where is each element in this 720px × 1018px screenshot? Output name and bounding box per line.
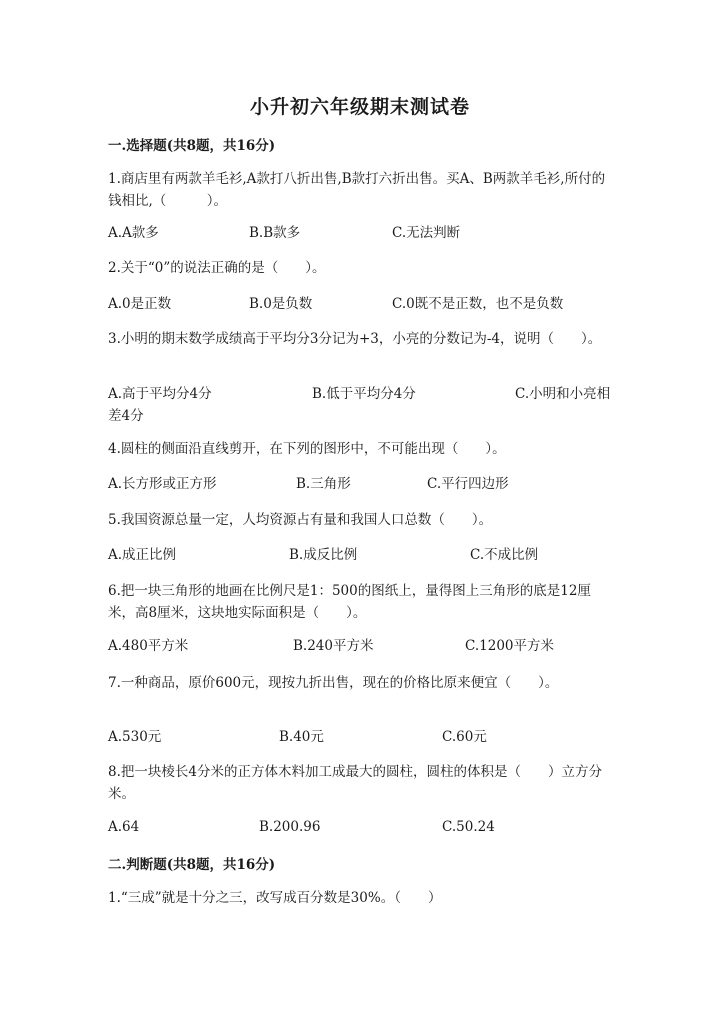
option-5c[interactable]: C.不成比例 xyxy=(470,547,539,563)
judgement-question-1: 1.“三成”就是十分之三，改写成百分数是30%。（ ） xyxy=(108,890,442,906)
option-1a[interactable]: A.A款多 xyxy=(108,225,159,241)
question-7: 7.一种商品，原价600元，现按九折出售，现在的价格比原来便宜（ ）。 xyxy=(108,675,559,691)
option-2c[interactable]: C.0既不是正数，也不是负数 xyxy=(392,296,564,312)
option-7a[interactable]: A.530元 xyxy=(108,729,162,745)
option-7c[interactable]: C.60元 xyxy=(442,729,487,745)
option-4b[interactable]: B.三角形 xyxy=(296,476,351,492)
option-4a[interactable]: A.长方形或正方形 xyxy=(108,476,217,492)
option-7b[interactable]: B.40元 xyxy=(279,729,324,745)
option-3a[interactable]: A.高于平均分4分 xyxy=(108,386,212,402)
section-heading-choice: 一.选择题(共8题，共16分) xyxy=(108,138,276,154)
question-4: 4.圆柱的侧面沿直线剪开，在下列的图形中，不可能出现（ ）。 xyxy=(108,441,506,457)
option-6a[interactable]: A.480平方米 xyxy=(108,638,189,654)
option-5a[interactable]: A.成正比例 xyxy=(108,547,177,563)
section-heading-judgement: 二.判断题(共8题，共16分) xyxy=(108,857,276,873)
question-2: 2.关于“0”的说法正确的是（ ）。 xyxy=(108,260,326,276)
option-2b[interactable]: B.0是负数 xyxy=(249,296,313,312)
question-8: 8.把一块棱长4分米的正方体木料加工成最大的圆柱，圆柱的体积是（ ）立方分米。 xyxy=(108,764,602,802)
option-3b[interactable]: B.低于平均分4分 xyxy=(312,386,416,402)
option-5b[interactable]: B.成反比例 xyxy=(289,547,358,563)
question-3: 3.小明的期末数学成绩高于平均分3分记为+3，小亮的分数记为-4，说明（ ）。 xyxy=(108,331,602,347)
question-5: 5.我国资源总量一定，人均资源占有量和我国人口总数（ ）。 xyxy=(108,512,493,528)
question-6: 6.把一块三角形的地画在比例尺是1：500的图纸上，量得图上三角形的底是12厘米，高8厘米，这块地实际面积是（ ）。 xyxy=(108,583,591,621)
option-6c[interactable]: C.1200平方米 xyxy=(465,638,554,654)
option-6b[interactable]: B.240平方米 xyxy=(293,638,374,654)
option-8b[interactable]: B.200.96 xyxy=(259,819,321,835)
option-3c[interactable]: C.小明和小亮相差4分 xyxy=(108,386,611,424)
page-title: 小升初六年级期末测试卷 xyxy=(249,96,470,118)
option-1b[interactable]: B.B款多 xyxy=(249,225,301,241)
question-1: 1.商店里有两款羊毛衫,A款打八折出售,B款打六折出售。买A、B两款羊毛衫,所付的钱相比,（ ）。 xyxy=(108,171,606,209)
option-8c[interactable]: C.50.24 xyxy=(442,819,495,835)
option-1c[interactable]: C.无法判断 xyxy=(392,225,461,241)
option-8a[interactable]: A.64 xyxy=(108,819,140,835)
option-2a[interactable]: A.0是正数 xyxy=(108,296,172,312)
option-4c[interactable]: C.平行四边形 xyxy=(427,476,509,492)
